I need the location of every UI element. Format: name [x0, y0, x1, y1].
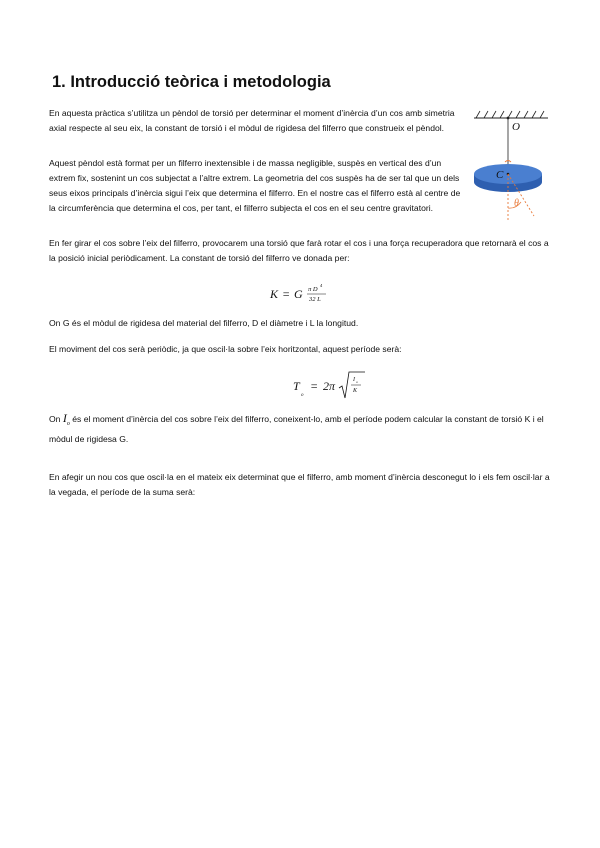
paragraph-intro: En aquesta pràctica s’utilitza un pèndol de torsió per determinar el moment d’inèrcia d’un cos amb simetria axial respecte al seu eix, la constant de torsió i el mòdul de rigidesa del filferro que construeix el pèndol.: [49, 108, 455, 133]
paragraph-variables: On G és el mòdul de rigidesa del material del filferro, D el diàmetre i L la longitud.: [49, 318, 359, 328]
eq2-coef: 2π: [323, 379, 336, 393]
eq1-equals: =: [282, 287, 291, 301]
label-O: O: [512, 121, 520, 133]
paragraph-inertia: [49, 411, 554, 447]
inertia-subscript: o: [66, 421, 70, 427]
eq1-numerator: π D: [308, 286, 318, 293]
eq2-denominator: K: [353, 388, 358, 394]
ceiling-hatching: [476, 111, 544, 118]
eq1-exponent: 4: [320, 283, 323, 288]
eq1-factor: G: [294, 287, 303, 301]
p6-rest: és el moment d’inèrcia del cos sobre l’eix del filferro, coneixent-lo, amb el període podem calcular la constant de torsió K i el mòdul de rigidesa G.: [49, 414, 544, 444]
section-title: 1. Introducció teòrica i metodologia: [52, 73, 331, 91]
label-C: C: [496, 169, 504, 181]
label-theta: θ: [514, 198, 519, 209]
paragraph-torsion: En fer girar el cos sobre l’eix del filferro, provocarem una torsió que farà rotar el cos i una força recuperadora que retornarà el cos a la posició inicial periòdicament. La constant de torsió del filferro ve donada per:: [49, 238, 549, 263]
eq1-denominator: 32 L: [309, 296, 321, 303]
pivot-point: [507, 117, 510, 120]
paragraph-pendulum-description: Aquest pèndol està format per un filferro inextensible i de massa negligible, suspès en vertical des d’un extrem fix, sostenint un cos subjectat a l’altre extrem. La geometria del cos suspès ha de ser tal que un dels seus eixos principals d’inèrcia sigui l’eix que determina el filferro. En el nostre cas el filferro està al centre de la circumferència que determina el cos, per tant, el filferro subjecta el cos en el seu centre gravitatori.: [49, 158, 461, 213]
torsion-pendulum-diagram: [468, 108, 554, 228]
eq2-numerator-sub: o: [356, 380, 358, 384]
paragraph-added-body: En afegir un nou cos que oscil·la en el mateix eix determinat que el filferro, amb moment d’inèrcia desconegut lo i els fem oscil·lar a la vegada, el període de la suma serà:: [49, 472, 550, 497]
paragraph-period: El moviment del cos serà periòdic, ja que oscil·la sobre l’eix horitzontal, aquest període serà:: [49, 344, 402, 354]
p6-prefix: On: [49, 414, 61, 424]
eq2-equals: =: [310, 379, 319, 393]
eq1-lhs: K: [270, 287, 279, 301]
eq2-lhs-sub: o: [301, 393, 304, 398]
equation-period: [291, 368, 401, 404]
equation-torsion-constant: [268, 280, 358, 308]
eq2-numerator: I: [353, 377, 355, 383]
inertia-symbol: I: [62, 411, 67, 425]
eq2-lhs: T: [293, 379, 300, 393]
